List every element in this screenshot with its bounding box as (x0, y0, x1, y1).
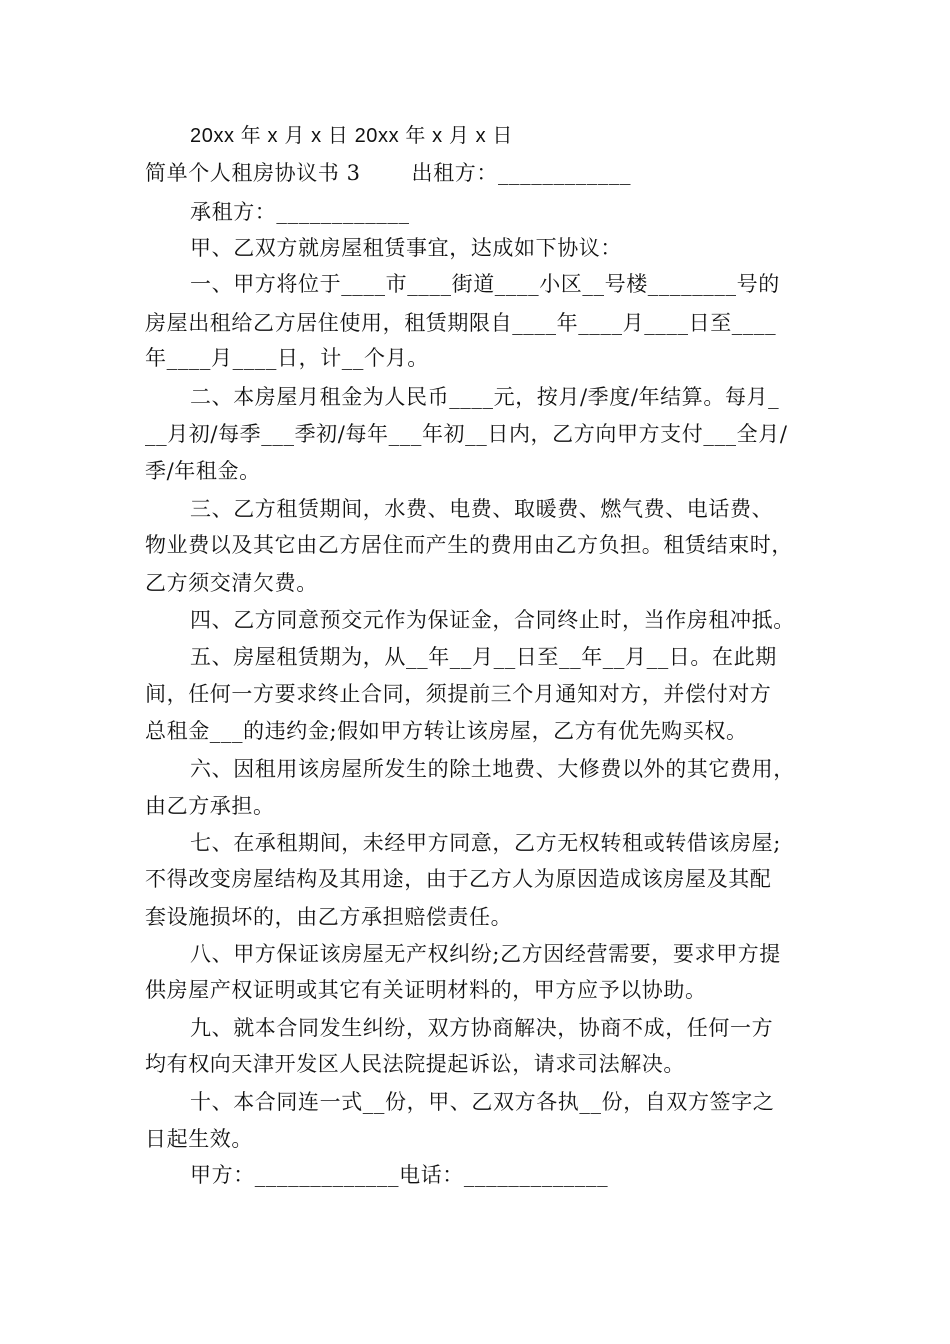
clause-10-line-1: 十、本合同连一式__份，甲、乙双方各执__份，自双方签字之 (190, 1090, 775, 1114)
clause-2-line-3: 季/年租金。 (145, 459, 261, 483)
clause-9-line-2: 均有权向天津开发区人民法院提起诉讼，请求司法解决。 (145, 1052, 685, 1076)
clause-9-line-1: 九、就本合同发生纠纷，双方协商解决，协商不成，任何一方 (190, 1016, 774, 1040)
lessee-line: 承租方：____________ (190, 200, 410, 224)
clause-6-line-1: 六、因租用该房屋所发生的除土地费、大修费以外的其它费用， (190, 757, 795, 781)
signature-line: 甲方：_____________电话：_____________ (190, 1163, 609, 1187)
clause-4-line-1: 四、乙方同意预交元作为保证金，合同终止时，当作房租冲抵。 (190, 608, 795, 632)
clause-7-line-2: 不得改变房屋结构及其用途，由于乙方人为原因造成该房屋及其配 (145, 867, 772, 891)
clause-5-line-3: 总租金___的违约金;假如甲方转让该房屋，乙方有优先购买权。 (145, 719, 748, 743)
clause-1-line-1: 一、甲方将位于____市____街道____小区__号楼________号的 (190, 272, 780, 296)
clause-3-line-1: 三、乙方租赁期间，水费、电费、取暖费、燃气费、电话费、 (190, 497, 774, 521)
clause-8-line-1: 八、甲方保证该房屋无产权纠纷;乙方因经营需要，要求甲方提 (190, 942, 781, 966)
clause-1-line-2: 房屋出租给乙方居住使用，租赁期限自____年____月____日至____ (145, 311, 777, 335)
clause-10-line-2: 日起生效。 (145, 1127, 253, 1151)
intro-line: 甲、乙双方就房屋租赁事宜，达成如下协议： (190, 236, 622, 260)
title-line: 简单个人租房协议书 3 出租方：____________ (145, 161, 632, 185)
clause-3-line-3: 乙方须交清欠费。 (145, 571, 318, 595)
clause-7-line-3: 套设施损坏的，由乙方承担赔偿责任。 (145, 905, 513, 929)
clause-1-line-3: 年____月____日，计__个月。 (145, 346, 429, 370)
clause-2-line-1: 二、本房屋月租金为人民币____元，按月/季度/年结算。每月_ (190, 385, 780, 409)
clause-6-line-2: 由乙方承担。 (145, 794, 275, 818)
clause-8-line-2: 供房屋产权证明或其它有关证明材料的，甲方应予以协助。 (145, 978, 707, 1002)
clause-2-line-2: __月初/每季___季初/每年___年初__日内，乙方向甲方支付___全月/ (145, 422, 788, 446)
clause-3-line-2: 物业费以及其它由乙方居住而产生的费用由乙方负担。租赁结束时， (145, 533, 793, 557)
date-line: 20xx 年 x 月 x 日 20xx 年 x 月 x 日 (190, 125, 514, 147)
clause-5-line-2: 间，任何一方要求终止合同，须提前三个月通知对方，并偿付对方 (145, 682, 772, 706)
clause-7-line-1: 七、在承租期间，未经甲方同意，乙方无权转租或转借该房屋; (190, 831, 781, 855)
clause-5-line-1: 五、房屋租赁期为，从__年__月__日至__年__月__日。在此期 (190, 645, 777, 669)
